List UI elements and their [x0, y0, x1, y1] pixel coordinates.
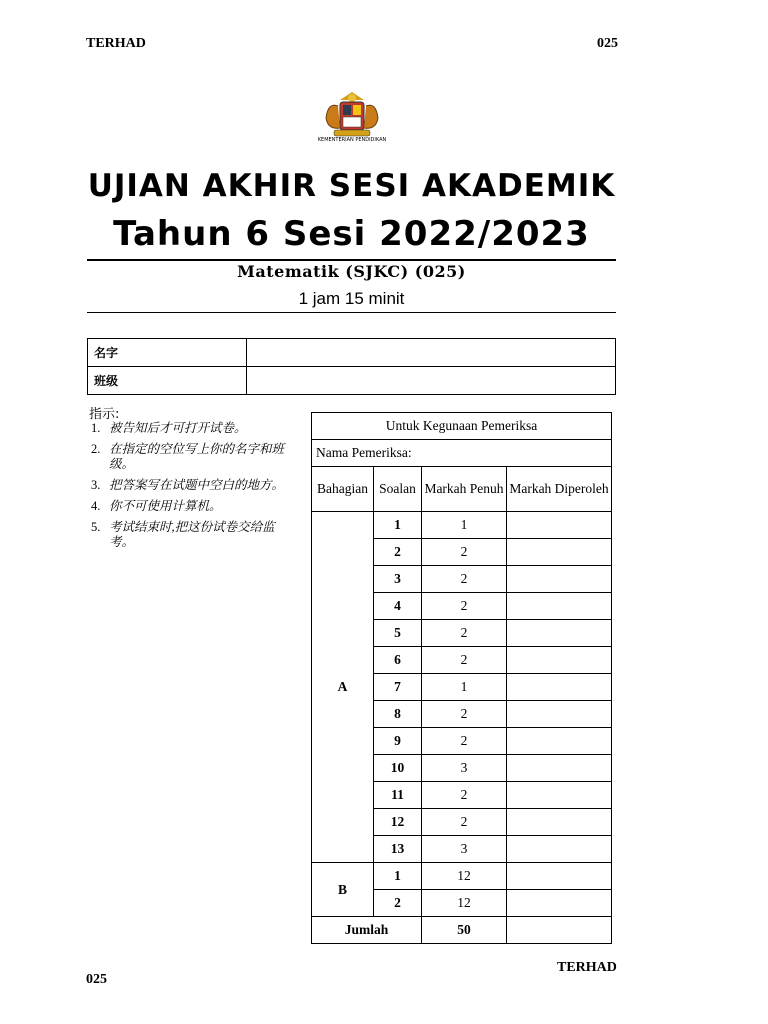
- obtained-marks-cell[interactable]: [507, 647, 612, 674]
- obtained-marks-cell[interactable]: [507, 512, 612, 539]
- full-marks: 2: [422, 539, 507, 566]
- full-marks: 2: [422, 566, 507, 593]
- exam-duration: 1 jam 15 minit: [298, 289, 405, 308]
- header-section: Bahagian: [312, 467, 374, 512]
- question-number: 6: [374, 647, 422, 674]
- instruction-item: [91, 520, 291, 550]
- section-b-label: B: [312, 863, 374, 917]
- full-marks: 3: [422, 836, 507, 863]
- full-marks: 2: [422, 620, 507, 647]
- question-number: 8: [374, 701, 422, 728]
- full-marks: 1: [422, 674, 507, 701]
- name-field[interactable]: [247, 339, 616, 367]
- instruction-number: 1.: [91, 421, 101, 435]
- total-obtained-cell[interactable]: [507, 917, 612, 944]
- full-marks: 2: [422, 809, 507, 836]
- exam-year-session: Tahun 6 Sesi 2022/2023: [113, 214, 590, 254]
- total-label: Jumlah: [312, 917, 422, 944]
- table-row: [312, 863, 612, 890]
- question-number: 1: [374, 512, 422, 539]
- class-field[interactable]: [247, 367, 616, 395]
- examiner-name-label: Nama Pemeriksa:: [312, 440, 612, 467]
- question-number: 9: [374, 728, 422, 755]
- obtained-marks-cell[interactable]: [507, 593, 612, 620]
- header-full-marks: Markah Penuh: [422, 467, 507, 512]
- name-label: 名字: [88, 339, 247, 367]
- instruction-item: [91, 442, 291, 472]
- section-a-label: A: [312, 512, 374, 863]
- header-paper-code: 025: [597, 36, 618, 51]
- instruction-number: 2.: [91, 442, 101, 456]
- full-marks: 12: [422, 863, 507, 890]
- footer-paper-code: 025: [86, 972, 107, 987]
- full-marks: 1: [422, 512, 507, 539]
- title-divider: [87, 259, 616, 261]
- question-number: 1: [374, 863, 422, 890]
- table-row: [312, 512, 612, 539]
- question-number: 12: [374, 809, 422, 836]
- full-marks: 3: [422, 755, 507, 782]
- exam-title: UJIAN AKHIR SESI AKADEMIK: [87, 168, 616, 204]
- obtained-marks-cell[interactable]: [507, 701, 612, 728]
- instruction-number: 5.: [91, 520, 101, 534]
- header-classification: TERHAD: [86, 36, 146, 51]
- instruction-text: 在指定的空位写上你的名字和班级。: [109, 442, 285, 471]
- obtained-marks-cell[interactable]: [507, 755, 612, 782]
- full-marks: 2: [422, 647, 507, 674]
- full-marks: 2: [422, 728, 507, 755]
- question-number: 2: [374, 890, 422, 917]
- question-number: 10: [374, 755, 422, 782]
- full-marks: 2: [422, 701, 507, 728]
- full-marks: 2: [422, 782, 507, 809]
- obtained-marks-cell[interactable]: [507, 674, 612, 701]
- obtained-marks-cell[interactable]: [507, 728, 612, 755]
- obtained-marks-cell[interactable]: [507, 539, 612, 566]
- instructions-list: [91, 421, 291, 556]
- instruction-item: [91, 499, 291, 514]
- instructions-title: 指示:: [89, 407, 120, 422]
- obtained-marks-cell[interactable]: [507, 566, 612, 593]
- obtained-marks-cell[interactable]: [507, 782, 612, 809]
- instruction-number: 3.: [91, 478, 101, 492]
- obtained-marks-cell[interactable]: [507, 863, 612, 890]
- instruction-item: [91, 421, 291, 436]
- obtained-marks-cell[interactable]: [507, 809, 612, 836]
- class-row: [88, 367, 616, 395]
- instruction-number: 4.: [91, 499, 101, 513]
- footer-classification: TERHAD: [557, 960, 617, 975]
- full-marks: 2: [422, 593, 507, 620]
- question-number: 2: [374, 539, 422, 566]
- instruction-item: [91, 478, 291, 493]
- obtained-marks-cell[interactable]: [507, 836, 612, 863]
- subject-title: Matematik (SJKC) (025): [237, 262, 466, 281]
- question-number: 3: [374, 566, 422, 593]
- header-obtained-marks: Markah Diperoleh: [507, 467, 612, 512]
- question-number: 13: [374, 836, 422, 863]
- name-row: [88, 339, 616, 367]
- question-number: 7: [374, 674, 422, 701]
- instruction-text: 被告知后才可打开试卷。: [109, 421, 247, 435]
- ministry-caption: KEMENTERIAN PENDIDIKAN: [317, 137, 387, 143]
- question-number: 5: [374, 620, 422, 647]
- instruction-text: 你不可使用计算机。: [109, 499, 222, 513]
- question-number: 4: [374, 593, 422, 620]
- subject-divider: [87, 312, 616, 313]
- obtained-marks-cell[interactable]: [507, 620, 612, 647]
- total-full-marks: 50: [422, 917, 507, 944]
- examiner-marks-table: [311, 412, 612, 944]
- class-label: 班级: [88, 367, 247, 395]
- total-row: [312, 917, 612, 944]
- full-marks: 12: [422, 890, 507, 917]
- obtained-marks-cell[interactable]: [507, 890, 612, 917]
- header-question: Soalan: [374, 467, 422, 512]
- instruction-text: 把答案写在试题中空白的地方。: [109, 478, 285, 492]
- examiner-table-title: Untuk Kegunaan Pemeriksa: [312, 413, 612, 440]
- student-info-table: [87, 338, 616, 395]
- instruction-text: 考试结束时,把这份试卷交给监考。: [109, 520, 275, 549]
- question-number: 11: [374, 782, 422, 809]
